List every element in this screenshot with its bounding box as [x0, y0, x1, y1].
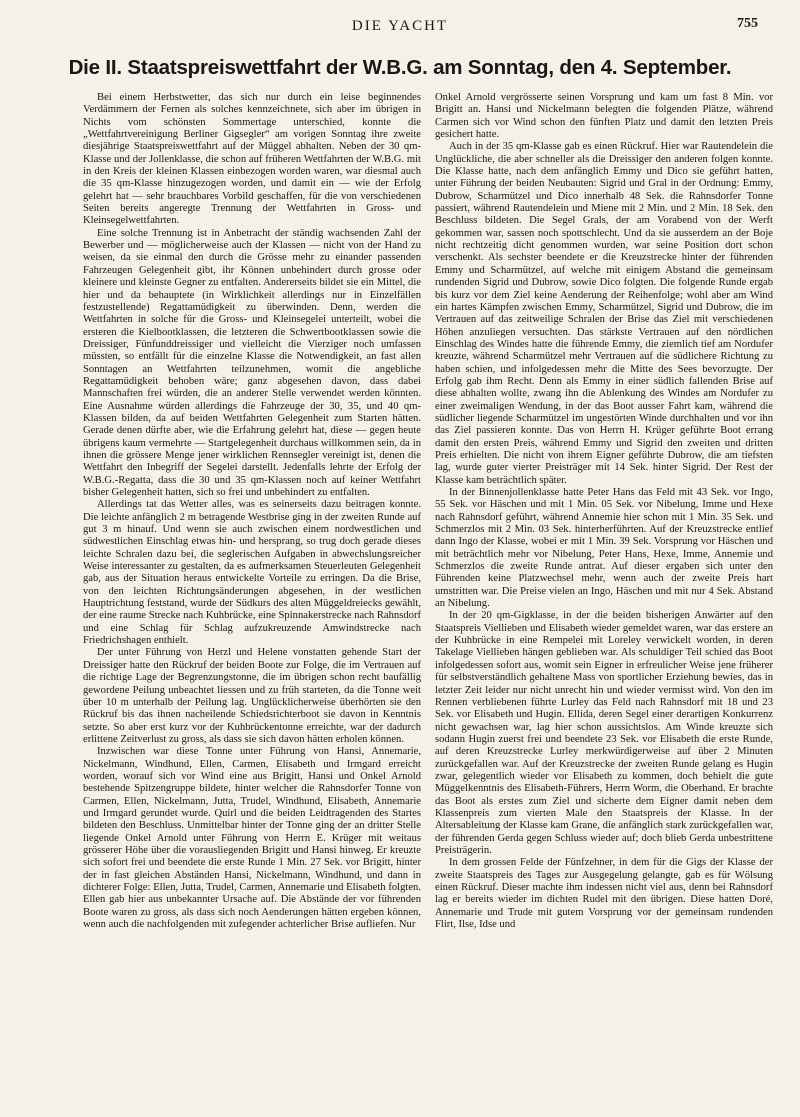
paragraph: Inzwischen war diese Tonne unter Führung von Hansi, Annemarie, Nickelmann, Windhund, Ellen, Carmen, Elisabeth und Irmgard erreicht worden, worauf sich vor Wind eine aus Brigitt, Hansi und Onkel Arnold bestehende Spitzengruppe bildete, hinter welcher die Rahnsdorfer Tonne von Carmen, Ellen, Nickelmann, Jutta, Trudel, Windhund, Elisabeth, Annemarie und Irmgard gerundet wurde. Quirl und die beiden Leidtragenden des Startes bildeten den Beschluss. Unmittelbar hinter der Tonne ging der an dritter Stelle liegende Onkel Arnold unter Führung von Herrn E. Krüger mit weitaus grösserer Höhe über die vorausliegenden Brigitt und Hansi hinweg. Er kreuzte sich sofort frei und beendete die erste Runde 1 Min. 27 Sek. vor Brigitt, hinter der in fast gleichen Abständen Hansi, Nickelmann, Windhund, und dann in dichterer Folge: Ellen, Jutta, Trudel, Carmen, Annemarie und Elisabeth folgten. Ellen gab hier aus unbekannter Ursache auf. Die Abstände der vor führenden Boote waren zu gross, als dass sich noch Aenderungen hätten ergeben können, wenn auch die nachfolgenden mit zufegender achterlicher Brise aufliefen. Nur	[83, 746, 421, 931]
paragraph: Allerdings tat das Wetter alles, was es seinerseits dazu beitragen konnte. Die leichte anfänglich 2 m betragende Westbrise ging in der zweiten Runde auf gut 3 m hinauf. Und wenn sie auch zwischen einem nordwestlichen und südwestlichen Einschlag etwas hin- und hersprang, so trug doch gerade dieses leichte Schralen dazu bei, die seglerischen Aufgaben in abwechslungsreicher Weise interessanter zu gestalten, da es aufmerksamen Steuerleuten Gelegenheit gab, aus der Situation heraus entwickelte Vorteile zu erringen. Da die Brise, von den leichten Richtungsänderungen abgesehen, in der westlichen Hauptrichtung feststand, wurde der Südkurs des alten Müggeldreiecks gewählt, der eine raume Strecke nach Kuhbrücke, eine Spinnakerstrecke nach Rahnsdorf und eine Schlag für Schlag aufzukreuzende Amwindstrecke nach Friedrichshagen enthielt.	[83, 499, 421, 647]
right-column	[435, 92, 773, 1102]
running-head: DIE YACHT	[351, 18, 449, 34]
left-column	[83, 92, 421, 1102]
paragraph: Der unter Führung von Herzl und Helene vonstatten gehende Start der Dreissiger hatte den Rückruf der beiden Boote zur Folge, die im Vertrauen auf die richtige Lage der Begrenzungstonne, die im übrigen schon recht baufällig gewordene Peilung unbeachtet liessen und zu früh starteten, da die Tonne weit über 10 m unterhalb der Peilung lag. Unglücklicherweise überhörten sie den Rückruf bis das ihnen nacheilende Schiedsrichterboot sie davon in Kenntnis setzte. So aber erst kurz vor der Kuhbrückentonne erreichte, war der dadurch erlittene Zeitverlust zu gross, als dass sie sich davon hätten erholen können.	[83, 647, 421, 745]
paragraph: In der Binnenjollenklasse hatte Peter Hans das Feld mit 43 Sek. vor Ingo, 55 Sek. vor Häschen und mit 1 Min. 05 Sek. vor Nibelung, Imme und Hexe nach Rahnsdorf geführt, während Annemie hier schon mit 1 Min. 35 Sek. und Schmerzlos mit 2 Min. 03 Sek. hinterherführten. Auf der Kreuzstrecke entlief dann Ingo der Klasse, wobei er mit 1 Min. 39 Sek. Vorsprung vor Häschen und mit beträchtlich mehr vor Nibelung, Peter Hans, Hexe, Imme, Annemie und Schmerzlos die zweite Runde antrat. Auf dieser ergaben sich unter den Führenden keine Platzwechsel mehr, wenn auch der zweite Preis hart umstritten war. Die Preise vielen an Ingo, Häschen und mit nur 4 Sek. Abstand an Nibelung.	[435, 487, 773, 610]
page-header	[0, 14, 800, 38]
article-title: Die II. Staatspreiswettfahrt der W.B.G. am Sonntag, den 4. September.	[68, 56, 732, 79]
article-body	[83, 92, 773, 1102]
paragraph: Bei einem Herbstwetter, das sich nur durch ein leise beginnendes Verdämmern der Fernen als solches kennzeichnete, sich aber im übrigen in Nichts vom schönsten Sommertage unterschied, konnte die „Wettfahrtvereinigung Berliner Gigsegler“ am vorigen Sonntag ihre zweite diesjährige Staatspreiswettfahrt auf der Müggel abhalten. Neben der 30 qm-Klasse und der Jollenklasse, die schon auf früheren Wettfahrten der W.B.G. mit in den Kreis der kleinen Klassen einbezogen worden waren, war diesmal auch die 35 qm-Klasse hinzugezogen worden, und damit ein — wie der Erfolg gelehrt hat — sehr brauchbares Vorbild geschaffen, für die von verschiedenen Seiten bereits angeregte Trennung der Wettfahrten in Gross- und Kleinsegelwettfahrten.	[83, 92, 421, 227]
paragraph: In dem grossen Felde der Fünfzehner, in dem für die Gigs der Klasse der zweite Staatspreis des Tages zur Ausgegelung gelangte, gab es für Wölsung einen Rückruf. Dieser machte ihm indessen nicht viel aus, denn bei Rahnsdorf lag er bereits wieder im dichten Rudel mit den übrigen. Diese hatten Doré, Annemarie und Trude mit gutem Vorsprung vor der gemeinsam rundenden Flirt, Ilse, Idse und	[435, 857, 773, 931]
paragraph: Eine solche Trennung ist in Anbetracht der ständig wachsenden Zahl der Bewerber und — möglicherweise auch der Klassen — nicht von der Hand zu weisen, da sie einmal den durch die Grösse mehr zu einander passenden Fahrzeugen Gelegenheit gibt, ihr Können unbehindert durch grosse oder kleinere und kleinste Gegner zu entfalten. Andererseits bildet sie ein Mittel, die hier und da behauptete (in Wirklichkeit allerdings nur in Einzelfällen festzustellende) Regattamüdigkeit zu überwinden. Denn, werden die Wettfahrten in solche für die Gross- und Kleinsegelei unterteilt, wobei die ersteren die Kielbootklassen, die letzteren die Schwertbootklassen sowie die Dreissiger, Fünfunddreissiger und vielleicht die Vierziger noch umfassen müssten, so entfällt für die einzelne Klasse die Notwendigkeit, an fast allen Sonntagen an Wettfahrten teilzunehmen, womit die angebliche Regattamüdigkeit behoben wäre; ganz abgesehen davon, dass dabei Mannschaften frei würden, die an anderer Stelle verwendet werden könnten. Eine Ausnahme würden allerdings die Fahrzeuge der 30, 35, und 40 qm-Klassen bilden, da auf beiden Wettfahrten Gelegenheit zum Starten hätten. Gerade denen dürfte aber, wie die Erfahrung gelehrt hat, diese — gegen heute übrigens kaum vermehrte — Startgelegenheit durchaus willkommen sein, da in ihnen die grössere Menge jener wirklichen Rennsegler vereinigt ist, denen die Wettfahrt den Inbegriff der Segelei darstellt. Jedenfalls lehrte der Erfolg der W.B.G.-Regatta, dass die 30 und 35 qm-Klassen noch auf keiner Wettfahrt bisher Gelegenheit hatten, sich so frei und unbehindert zu entfalten.	[83, 227, 421, 498]
paragraph: Auch in der 35 qm-Klasse gab es einen Rückruf. Hier war Rautendelein die Unglückliche, die aber schneller als die Dreissiger den anderen folgen konnte. Die Klasse hatte, nach dem anfänglich Emmy und Dico sie geführt hatten, unter Führung der beiden Neubauten: Sigrid und Gral in der Ordnung: Emmy, Dubrow, Scharmützel und Dico innerhalb 48 Sek. die Rahnsdorfer Tonne passiert, während Rautendelein und Miene mit 2 Min. und 2 Min. 18 Sek. den Beschluss bildeten. Die Segel Grals, der am Vorabend von der Werft gekommen war, sassen noch spottschlecht. Und da sie ausserdem an der Boje nicht rechtzeitig dicht genommen wurden, war seine Position dort schon verschenkt. Als sechster beendete er die Kreuzstrecke hinter der führenden Emmy und Scharmützel, auf welche mit einigem Abstand die gemeinsam rundenden Sigrid und Dubrow, sowie Dico folgten. Die folgende Runde ergab bis kurz vor dem Ziel keine Aenderung der Reihenfolge; wohl aber am Wind ein hartes Kämpfen zwischen Emmy, Scharmützel, Sigrid und Dubrow, die im Vertrauen auf das zeitweilige Schralen der Brise das Ziel mit verschiedenen Höhen anzuliegen versuchten. Das stärkste Vertrauen auf den nördlichen Einschlag des Windes hatte die führende Emmy, die ziemlich tief am Nordufer kreuzte, während Scharmützel mehr Vertrauen auf die südlichere Richtung zu haben schien, und infolgedessen mehr die Mitte des Sees bevorzugte. Der Erfolg gab ihm Recht. Denn als Emmy in einer südlich fallenden Brise auf diese abhalten wollte, zwang ihn die Ablenkung des Windes am Nordufer zu einer zweimaligen Wendung, in der das Boot ausser Fahrt kam, während die südlicher liegende Scharmützel im ungestörten Winde durchhalten und vor ihn das Ziel passieren konnte. Das von Herrn H. Krüger geführte Boot errang damit den ersten Preis, während Emmy und Sigrid den zweiten und dritten Preis erhielten. Die nicht von ihrem Eigner geführte Dubrow, die am tiefsten lag, wurde guter vierter Preisträger mit 14 Sek. hinter Sigrid. Der Rest der Klasse kam beträchtlich später.	[435, 141, 773, 486]
paragraph: In der 20 qm-Gigklasse, in der die beiden bisherigen Anwärter auf den Staatspreis Viellieben und Elisabeth wieder gemeldet waren, war das erstere an der Kuhbrücke in eine Rempelei mit Loreley verwickelt worden, in deren Takelage Viellieben hängen geblieben war. Als schuldiger Teil schied das Boot infolgedessen sofort aus, womit sein Eigner in erfreulicher Weise jene früherer für selbstverständlich gehaltene Mass von sportlicher Erziehung bewies, das in letzter Zeit leider nur nicht unrecht hin und wieder vermisst wird. Von den im Rennen verbliebenen führte Lurley das Feld nach Rahnsdorf mit 18 und 23 Sek. vor Elisabeth und Hugin. Ellida, deren Segel einer derartigen Konkurrenz nicht gewachsen war, lag hier schon aussichtslos. Am Winde kreuzte sich sodann Hugin zuerst frei und beendete 23 Sek. vor Elisabeth die erste Runde, auf deren Kreuzstrecke Lurley merkwürdigerweise auf über 2 Minuten zurückgefallen war. Auf der Kreuzstrecke der zweiten Runde gelang es Hugin zwar, gelegentlich wieder vor Elisabeth zu kommen, doch behielt die gute Müggelkenntnis des Elisabeth-Führers, Herrn Worm, die Oberhand. Er brachte das Boot als erstes zum Ziel und sicherte dem Eigner damit neben dem Klassenpreis zum vierten Male den Staatspreis der Klasse. In der Altersableitung der Klasse kam Grane, die anfänglich stark zurückgefallen war, der führenden Gerda gegen Schluss wieder auf; doch blieb Gerda unbestrittene Preisträgerin.	[435, 610, 773, 856]
page-number: 755	[737, 16, 758, 31]
paragraph: Onkel Arnold vergrösserte seinen Vorsprung und kam um fast 8 Min. vor Brigitt an. Hansi und Nickelmann belegten die folgenden Plätze, während Carmen sich vor Wind schon den fünften Platz und damit den letzten Preis gesichert hatte.	[435, 92, 773, 141]
